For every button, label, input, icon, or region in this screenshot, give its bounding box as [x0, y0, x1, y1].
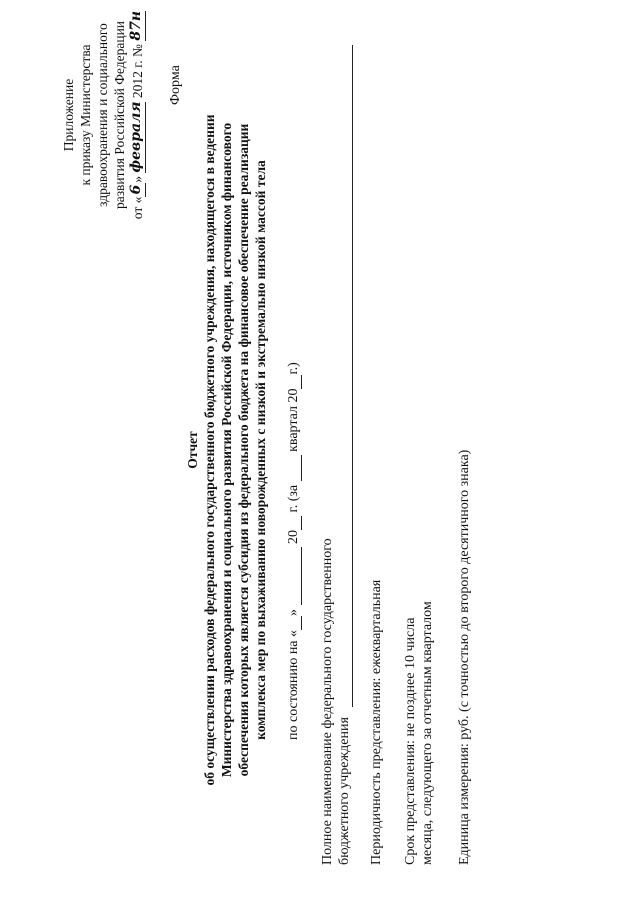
- appendix-line-2: к приказу Министерства: [78, 44, 93, 186]
- form-label: Форма: [168, 65, 183, 105]
- as-of-year: 20: [286, 529, 301, 544]
- deadline-line-2: месяца, следующего за отчетным кварталом: [420, 601, 435, 865]
- as-of-prefix: по состоянию на «: [286, 629, 301, 740]
- as-of-year-blank[interactable]: [301, 516, 302, 530]
- as-of-line: [286, 140, 302, 740]
- quarter-end: г.): [286, 362, 301, 375]
- unit-text: Единица измерения: руб. (с точностью до второго десятичного знака): [457, 449, 472, 865]
- appendix-day-signature: 6: [128, 183, 146, 197]
- report-line-4: комплекса мер по выхаживанию новорожденных с низкой и экстремально низкой массой тела: [253, 160, 268, 740]
- appendix-line-4: развития Российской Федерации: [112, 20, 127, 210]
- deadline-block: [402, 601, 436, 865]
- periodicity-text: Периодичность представления: ежеквартальная: [369, 579, 384, 865]
- appendix-year-text: 2012 г. №: [130, 44, 145, 99]
- institution-name-input-line[interactable]: [352, 45, 353, 707]
- report-title-block: [184, 55, 269, 845]
- appendix-block: [60, 5, 146, 225]
- report-line-3: обеспечения которых является субсидия из федерального бюджета на финансовое обеспечение реализации: [236, 123, 251, 777]
- institution-name-field: [319, 538, 353, 865]
- quarter-number-blank[interactable]: [301, 455, 302, 481]
- report-line-2: Министерства здравоохранения и социального развития Российской Федерации, источником финансового: [219, 122, 234, 778]
- quarter-year-blank[interactable]: [301, 375, 302, 389]
- appendix-line-3: здравоохранения и социального: [95, 23, 110, 207]
- appendix-line-1: Приложение: [61, 78, 76, 152]
- report-line-1: об осуществлении расходов федерального государственного бюджетного учреждения, находящегося в ведении: [202, 114, 217, 786]
- as-of-month-blank[interactable]: [301, 547, 302, 605]
- appendix-number-signature: 87н: [128, 10, 144, 41]
- appendix-month-signature: февраля: [128, 101, 144, 173]
- deadline-line-1: Срок представления: не позднее 10 числа: [403, 617, 418, 865]
- report-title: Отчет: [185, 431, 200, 469]
- institution-name-label-2: бюджетного учреждения: [337, 717, 352, 865]
- institution-name-label-1: Полное наименование федерального государственного: [320, 538, 335, 865]
- as-of-day-blank[interactable]: [301, 616, 302, 630]
- as-of-mid: »: [286, 608, 301, 616]
- appendix-date-mid: »: [130, 175, 145, 183]
- as-of-suffix: г. (за: [286, 484, 301, 513]
- appendix-date-prefix: от «: [130, 196, 145, 220]
- quarter-text: квартал 20: [286, 388, 301, 452]
- appendix-date-line: [128, 5, 146, 225]
